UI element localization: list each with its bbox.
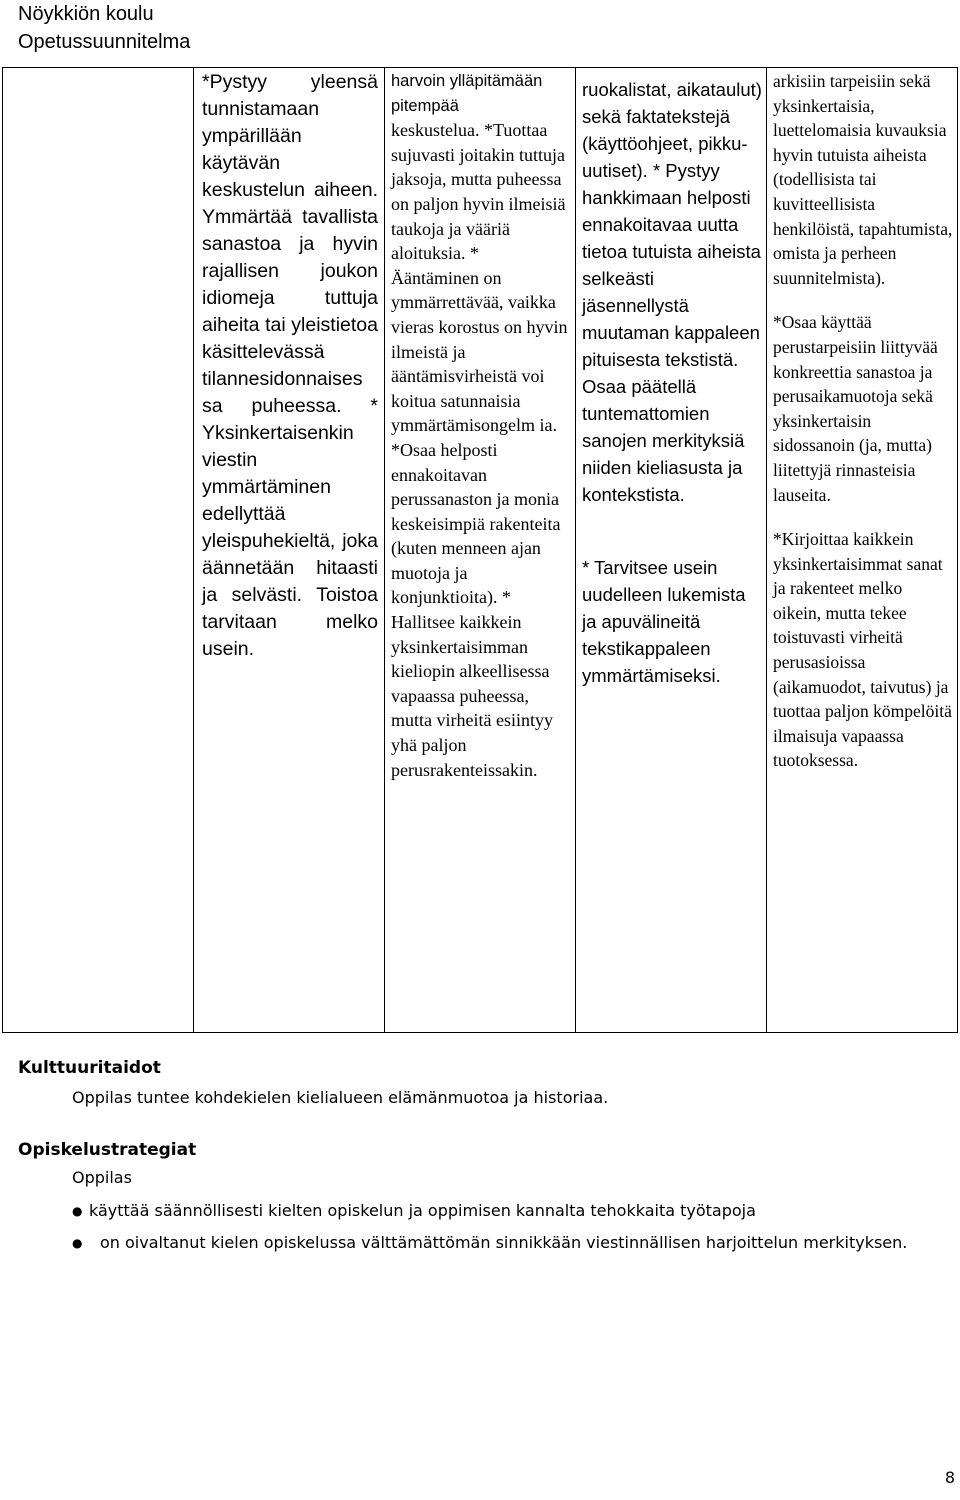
document-title: Opetussuunnitelma: [18, 31, 191, 53]
writing-text-3: *Kirjoittaa kaikkein yksinkertaisimmat sanat ja rakenteet melko oikein, mutta tekee toistuvasti virheitä perusasioissa (aikamuodot, taivutus) ja tuottaa paljon kömpelöitä ilmaisuja vapaassa tuotoksessa.: [773, 529, 957, 771]
school-name: Nöykkiön koulu: [18, 3, 154, 25]
culture-section-title: Kulttuuritaidot: [18, 1058, 161, 1078]
listening-cell: [194, 68, 385, 1033]
speaking-cell: [385, 68, 576, 1033]
curriculum-table: [2, 67, 958, 1033]
list-item: [72, 1198, 958, 1224]
reading-text-1: ruokalistat, aikataulut) sekä faktatekstejä (käyttöohjeet, pikku-uutiset). * Pystyy hankkimaan helposti ennakoitavaa uutta tietoa tutuista aiheista selkeästi jäsennellystä muutaman kappaleen pituisesta tekstistä. Osaa päätellä tuntemattomien sanojen merkityksiä niiden kieliasusta ja kontekstista.: [582, 79, 768, 505]
writing-cell: [767, 68, 958, 1033]
list-item-text: on oivaltanut kielen opiskelussa välttämättömän sinnikkään viestinnällisen harjoittelun merkityksen.: [100, 1233, 908, 1252]
list-item-text: käyttää säännöllisesti kielten opiskelun ja oppimisen kannalta tehokkaita työtapoja: [89, 1201, 756, 1220]
speaking-text: keskustelua. *Tuottaa sujuvasti joitakin tuttuja jaksoja, mutta puheessa on paljon hyvin ilmeisiä taukoja ja vääriä aloituksia. * Ääntäminen on ymmärrettävää, vaikka vieras korostus on hyvin ilmeistä ja ääntämisvirheistä voi koitua satunnaisia ymmärtämisongelm ia. *Osaa helposti ennakoitavan perussanaston ja monia keskeisimpiä rakenteita (kuten menneen ajan muotoja ja konjunktioita). * Hallitsee kaikkein yksinkertaisimman kieliopin alkeellisessa vapaassa puheessa, mutta virheitä esiintyy yhä paljon perusrakenteissakin.: [391, 120, 572, 780]
culture-section-text: Oppilas tuntee kohdekielen kielialueen elämänmuotoa ja historiaa.: [72, 1088, 609, 1107]
strategies-section-title: Opiskelustrategiat: [18, 1140, 197, 1160]
writing-text-1: arkisiin tarpeisiin sekä yksinkertaisia, luettelomaisia kuvauksia hyvin tutuista aiheista (todellisista tai kuvitteellisista henkilöistä, tapahtumista, omista ja perheen suunnitelmista).: [773, 71, 957, 288]
speaking-text-top: harvoin ylläpitämään pitempää: [391, 72, 547, 115]
listening-text: *Pystyy yleensä tunnistamaan ympärillään käytävän keskustelun aiheen. Ymmärtää tavallista sanastoa ja hyvin rajallisen joukon idiomeja tuttuja aiheita tai yleistietoa käsittelevässä tilannesidonnaises sa puheessa. * Yksinkertaisenkin viestin ymmärtäminen edellyttää yleispuhekieltä, joka äännetään hitaasti ja selvästi. Toistoa tarvitaan melko usein.: [202, 71, 384, 660]
reading-cell: [576, 68, 767, 1033]
strategies-intro: Oppilas: [72, 1168, 132, 1187]
writing-text-2: *Osaa käyttää perustarpeisiin liittyvää konkreettia sanastoa ja perusaikamuotoja sekä yksinkertaisin sidossanoin (ja, mutta) liitettyjä rinnasteisia lauseita.: [773, 312, 943, 505]
reading-text-2: * Tarvitsee usein uudelleen lukemista ja apuvälineitä tekstikappaleen ymmärtämiseksi.: [582, 557, 751, 686]
list-item: [72, 1230, 958, 1256]
page-number: 8: [944, 1468, 955, 1487]
strategies-list: [72, 1198, 958, 1256]
document-header: [18, 0, 190, 56]
empty-column-cell: [3, 68, 194, 1033]
